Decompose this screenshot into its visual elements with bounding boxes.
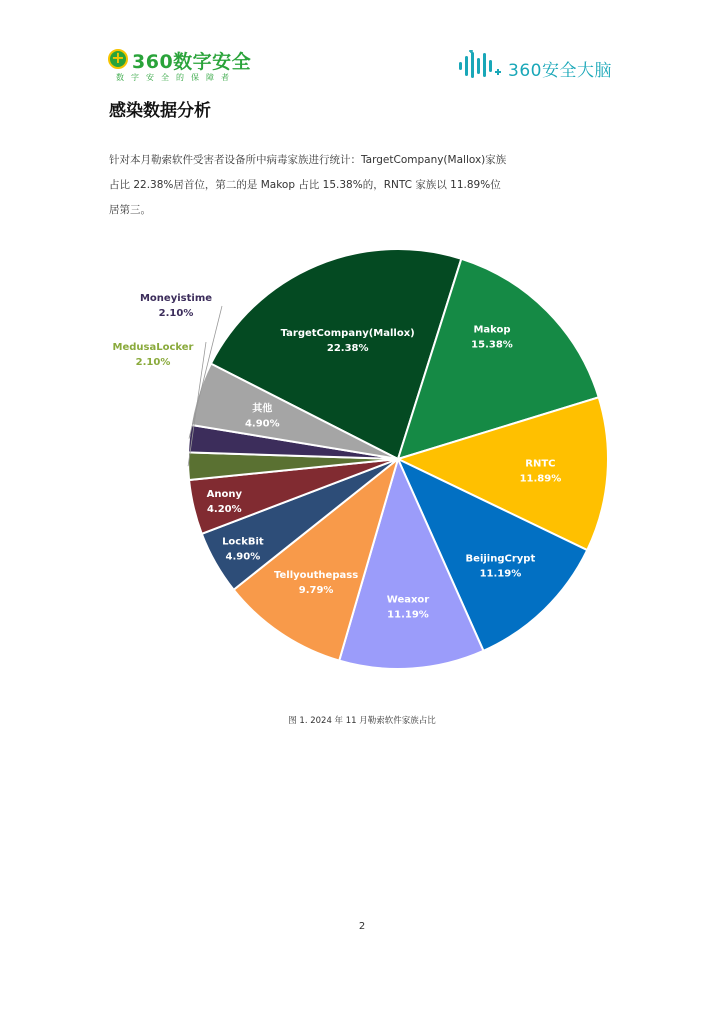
analysis-paragraph: 针对本月勒索软件受害者设备所中病毒家族进行统计：TargetCompany(Mallox)家族占比 22.38%居首位，第二的是 Makop 占比 15.38%的，RNTC 家族以 11.89%位居第三。: [109, 154, 507, 216]
slice-percent-label: 2.10%: [135, 357, 171, 368]
left-logo-text: 360数字安全: [132, 51, 252, 73]
page-number: 2: [358, 921, 366, 932]
slice-percent-label: 4.90%: [244, 418, 280, 430]
slice-percent-label: 22.38%: [326, 342, 369, 354]
slice-percent-label: 11.19%: [387, 609, 429, 621]
slice-name-label: Moneyistime: [139, 293, 213, 304]
slice-percent-label: 11.89%: [519, 473, 562, 485]
right-logo-text: 360安全大脑: [508, 61, 612, 81]
slice-percent-label: 11.19%: [479, 568, 522, 580]
section-title: 感染数据分析: [109, 101, 211, 121]
slice-name-label: MedusaLocker: [112, 342, 194, 353]
slice-name-label: BeijingCrypt: [465, 553, 536, 565]
slice-percent-label: 15.38%: [471, 339, 513, 351]
slice-name-label: RNTC: [525, 458, 556, 470]
slice-name-label: LockBit: [222, 536, 264, 548]
slice-name-label: 其他: [252, 403, 273, 415]
slice-name-label: TargetCompany(Mallox): [280, 327, 415, 339]
figure-caption: 图 1. 2024 年 11 月勒索软件家族占比: [288, 716, 436, 726]
left-logo-slogan: 数字安全的保障者: [116, 73, 236, 82]
slice-percent-label: 2.10%: [158, 308, 194, 319]
slice-name-label: Anony: [206, 489, 242, 501]
slice-percent-label: 4.20%: [206, 504, 242, 516]
slice-name-label: Weaxor: [386, 594, 430, 606]
slice-percent-label: 4.90%: [225, 551, 261, 563]
slice-percent-label: 9.79%: [298, 585, 334, 596]
slice-name-label: Tellyouthepass: [274, 570, 359, 581]
slice-name-label: Makop: [473, 324, 511, 336]
